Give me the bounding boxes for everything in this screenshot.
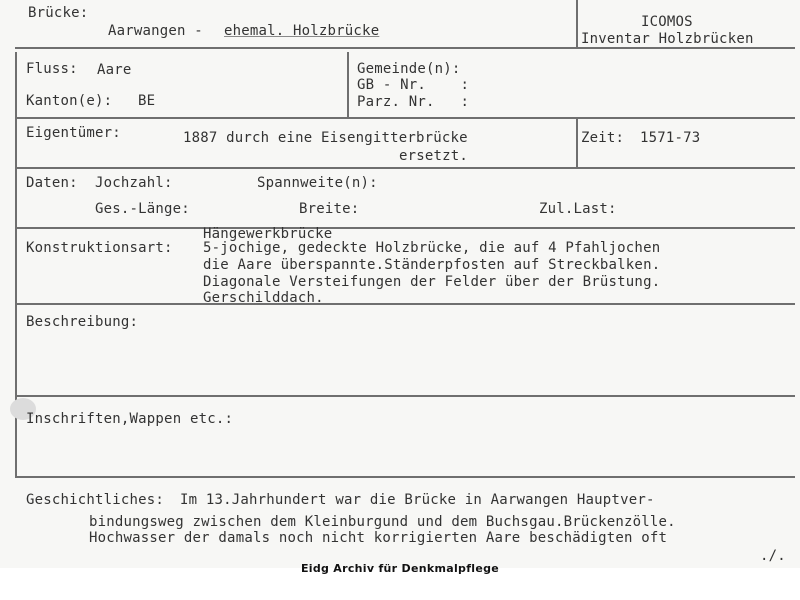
konstruktion-label: Konstruktionsart: <box>26 240 173 256</box>
rule-owner-left <box>15 52 17 118</box>
rule-beschreibung <box>15 395 795 397</box>
rule-left-margin <box>15 168 17 476</box>
bruecke-location: Aarwangen - <box>108 23 212 39</box>
gemeinde-label: Gemeinde(n): <box>357 61 461 77</box>
last-label: Zul.Last: <box>539 201 617 217</box>
eigentuemer-value-2: ersetzt. <box>399 148 469 164</box>
inschriften-label: Inschriften,Wappen etc.: <box>26 411 234 427</box>
rule-inschriften <box>15 476 795 478</box>
rule-daten <box>15 227 795 229</box>
konstruktion-above: Hängewerkbrücke <box>203 226 333 242</box>
kanton-label: Kanton(e): <box>26 93 113 109</box>
laenge-label: Ges.-Länge: <box>95 201 190 217</box>
footer-caption: Eidg Archiv für Denkmalpflege <box>300 562 500 575</box>
geschicht-label: Geschichtliches: <box>26 492 165 508</box>
rule-header-divider <box>576 0 578 48</box>
beschreibung-label: Beschreibung: <box>26 314 139 330</box>
konstruktion-line-1: 5-jochige, gedeckte Holzbrücke, die auf 4 Pfahljochen <box>203 240 661 256</box>
konstruktion-line-4: Gerschilddach. <box>203 290 324 306</box>
continuation-mark: ./. <box>760 548 786 564</box>
jochzahl-label: Jochzahl: <box>95 175 173 191</box>
gb-label: GB - Nr. : <box>357 77 470 93</box>
parz-label: Parz. Nr. : <box>357 94 470 110</box>
rule-location <box>15 117 795 119</box>
eigentuemer-value-1: 1887 durch eine Eisengitterbrücke <box>183 130 468 146</box>
daten-label: Daten: <box>26 175 78 191</box>
rule-konstruktion <box>15 303 795 305</box>
kanton-value: BE <box>138 93 156 109</box>
zeit-label: Zeit: <box>581 130 625 146</box>
bruecke-type: ehemal. Holzbrücke <box>224 23 380 39</box>
fluss-value: Aare <box>97 62 132 78</box>
eigentuemer-label: Eigentümer: <box>26 125 121 141</box>
rule-owner <box>15 167 795 169</box>
fluss-label: Fluss: <box>26 61 78 77</box>
geschicht-line-2: bindungsweg zwischen dem Kleinburgund und dem Buchsgau.Brückenzölle. <box>89 514 676 530</box>
rule-location-divider <box>347 52 349 118</box>
zeit-value: 1571-73 <box>640 130 701 146</box>
org-name: ICOMOS <box>641 14 693 30</box>
konstruktion-line-2: die Aare überspannte.Ständerpfosten auf Streckbalken. <box>203 257 661 273</box>
konstruktion-line-3: Diagonale Versteifungen der Felder über der Brüstung. <box>203 274 661 290</box>
bruecke-label: Brücke: <box>28 5 89 21</box>
inventory-name: Inventar Holzbrücken <box>581 31 754 47</box>
geschicht-line-3: Hochwasser der damals noch nicht korrigierten Aare beschädigten oft <box>89 530 668 546</box>
breite-label: Breite: <box>299 201 360 217</box>
rule-header <box>15 47 795 49</box>
geschicht-line-1: Im 13.Jahrhundert war die Brücke in Aarwangen Hauptver- <box>180 492 655 508</box>
rule-owner-left-b <box>15 118 17 168</box>
rule-owner-divider <box>576 118 578 168</box>
spannweite-label: Spannweite(n): <box>257 175 378 191</box>
